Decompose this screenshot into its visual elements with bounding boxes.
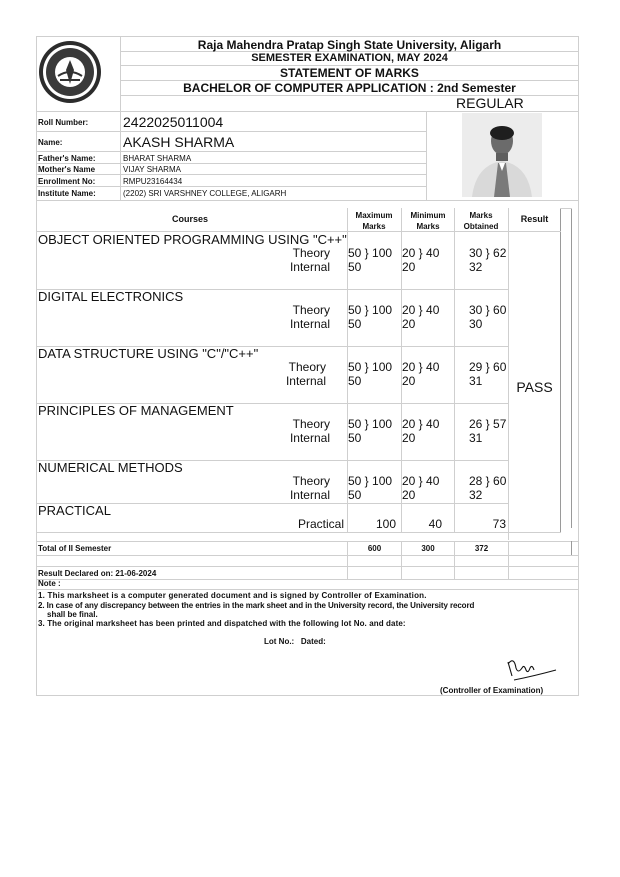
internal-label: Internal [289, 488, 330, 502]
obtained-marks-internal: 31 [469, 374, 483, 388]
min-marks-internal: 20 [402, 260, 416, 274]
total-label: Total of II Semester [38, 544, 112, 553]
practical-max: 100 [375, 517, 396, 531]
university-logo [38, 40, 102, 104]
min-marks-internal: 20 [402, 431, 416, 445]
max-marks-internal: 50 [348, 431, 362, 445]
min-marks: 20 } 40 [402, 417, 440, 431]
col-min: Minimum Marks [410, 211, 446, 231]
note-label: Note : [38, 579, 61, 588]
note-2-cont: shall be final. [47, 610, 98, 619]
controller-label: (Controller of Examination) [440, 686, 544, 695]
student-photo [462, 113, 542, 197]
internal-label: Internal [289, 317, 330, 331]
note-3: 3. The original marksheet has been printed and dispatched with the following lot No. and date: [38, 619, 406, 628]
col-result: Result [520, 214, 549, 224]
course-name: PRINCIPLES OF MANAGEMENT [38, 403, 234, 418]
obtained-marks-internal: 31 [469, 431, 483, 445]
program-title: BACHELOR OF COMPUTER APPLICATION : 2nd Semester [183, 81, 516, 95]
note-2: 2. In case of any discrepancy between the entries in the mark sheet and in the University record, the University record [38, 601, 475, 610]
institute-label: Institute Name: [38, 189, 96, 198]
enroll-label: Enrollment No: [38, 177, 96, 186]
internal-label: Internal [289, 260, 330, 274]
practical-label: Practical [297, 517, 344, 531]
enrollment-number: RMPU23164434 [123, 177, 183, 186]
statement-title: STATEMENT OF MARKS [280, 66, 419, 80]
theory-label: Theory [292, 246, 330, 260]
max-marks-internal: 50 [348, 317, 362, 331]
theory-label: Theory [292, 417, 330, 431]
internal-label: Internal [285, 374, 326, 388]
roll-label: Roll Number: [38, 118, 89, 127]
obtained-marks-internal: 32 [469, 488, 483, 502]
university-name: Raja Mahendra Pratap Singh State University, Aligarh [197, 38, 502, 52]
min-marks: 20 } 40 [402, 246, 440, 260]
lot-dated: Lot No.: Dated: [264, 637, 326, 646]
regular-status: REGULAR [456, 95, 524, 111]
obtained-marks: 30 } 60 [469, 303, 507, 317]
max-marks-internal: 50 [348, 488, 362, 502]
internal-label: Internal [289, 431, 330, 445]
min-marks: 20 } 40 [402, 360, 440, 374]
max-marks: 50 } 100 [348, 246, 393, 260]
obtained-marks: 30 } 62 [469, 246, 507, 260]
note-1: 1. This marksheet is a computer generated document and is signed by Controller of Examination. [38, 591, 427, 600]
obtained-marks: 26 } 57 [469, 417, 507, 431]
exam-title: SEMESTER EXAMINATION, MAY 2024 [251, 52, 448, 64]
father-label: Father's Name: [38, 154, 96, 163]
max-marks: 50 } 100 [348, 360, 393, 374]
mother-name: VIJAY SHARMA [123, 165, 181, 174]
student-name: AKASH SHARMA [123, 134, 235, 150]
max-marks: 50 } 100 [348, 417, 393, 431]
name-label: Name: [38, 138, 63, 147]
course-name: DIGITAL ELECTRONICS [38, 289, 184, 304]
obtained-marks-internal: 30 [469, 317, 483, 331]
theory-label: Theory [292, 474, 330, 488]
min-marks: 20 } 40 [402, 474, 440, 488]
col-max: Maximum Marks [355, 211, 393, 231]
father-name: BHARAT SHARMA [123, 154, 192, 163]
course-name: DATA STRUCTURE USING "C"/"C++" [38, 346, 259, 361]
obtained-marks: 28 } 60 [469, 474, 507, 488]
obtained-marks-internal: 32 [469, 260, 483, 274]
theory-label: Theory [292, 303, 330, 317]
max-marks-internal: 50 [348, 260, 362, 274]
max-marks-internal: 50 [348, 374, 362, 388]
col-obtained: Marks Obtained [463, 211, 499, 231]
course-name: NUMERICAL METHODS [38, 460, 183, 475]
max-marks: 50 } 100 [348, 303, 393, 317]
result-declared: Result Declared on: 21-06-2024 [38, 569, 157, 578]
practical-obtained: 73 [492, 517, 506, 531]
roll-number: 2422025011004 [123, 114, 224, 130]
practical-name: PRACTICAL [38, 503, 111, 518]
max-marks: 50 } 100 [348, 474, 393, 488]
obtained-marks: 29 } 60 [469, 360, 507, 374]
min-marks-internal: 20 [402, 374, 416, 388]
col-courses: Courses [171, 214, 208, 224]
min-marks-internal: 20 [402, 488, 416, 502]
result-status: PASS [516, 379, 553, 395]
practical-min: 40 [428, 517, 442, 531]
total-max: 600 [367, 544, 382, 553]
min-marks-internal: 20 [402, 317, 416, 331]
controller-signature [500, 650, 560, 686]
course-name: OBJECT ORIENTED PROGRAMMING USING "C++" [38, 232, 347, 247]
total-obtained: 372 [474, 544, 489, 553]
total-min: 300 [421, 544, 435, 553]
min-marks: 20 } 40 [402, 303, 440, 317]
institute-name: (2202) SRI VARSHNEY COLLEGE, ALIGARH [123, 189, 287, 198]
mother-label: Mother's Name [38, 165, 96, 174]
theory-label: Theory [288, 360, 326, 374]
